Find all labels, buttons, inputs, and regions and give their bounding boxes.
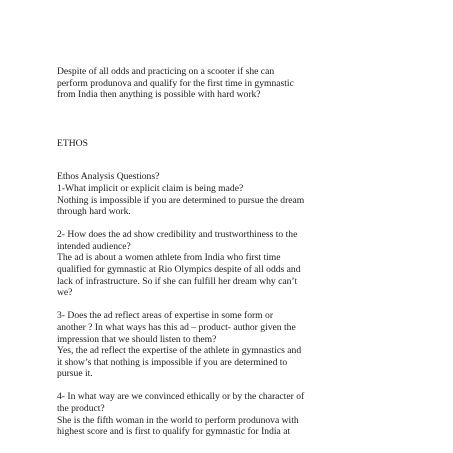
question-4-line: 4- In what way are we convinced ethically or by the character of	[57, 391, 305, 403]
document-body	[57, 66, 402, 438]
intro-paragraph	[57, 66, 402, 101]
question-1	[57, 183, 402, 218]
intro-line: from India then anything is possible with hard work?	[57, 89, 261, 101]
answer-1-line: through hard work.	[57, 206, 131, 218]
answer-2-line: qualified for gymnastic at Rio Olympics despite of all odds and	[57, 264, 301, 276]
intro-line: Despite of all odds and practicing on a scooter if she can	[57, 66, 275, 77]
question-3-line: impression that we should listen to them?	[57, 333, 217, 345]
intro-line: perform produnova and qualify for the first time in gymnastic	[57, 77, 294, 89]
answer-2-line: The ad is about a women athlete from India who first time	[57, 252, 281, 264]
answer-1-line: Nothing is impossible if you are determined to pursue the dream	[57, 194, 305, 206]
question-3-line: 3- Does the ad reflect areas of expertise in some form or	[57, 310, 274, 322]
question-2-line: 2- How does the ad show credibility and trustworthiness to the	[57, 229, 298, 241]
answer-3-line: it show’s that nothing is impossible if you are determined to	[57, 356, 288, 368]
subheading-line: Ethos Analysis Questions?	[57, 171, 160, 183]
answer-4-line: She is the fifth woman in the world to perform produnova with	[57, 414, 299, 426]
section-heading: ETHOS	[57, 137, 88, 149]
question-4	[57, 391, 402, 437]
analysis-questions-heading	[57, 171, 402, 183]
question-3-line: another ? In what ways has this ad – product- author given the	[57, 321, 296, 333]
question-2	[57, 229, 402, 299]
answer-4-line: highest score and is first to qualify for gymnastic for India at	[57, 426, 291, 438]
question-2-line: intended audience?	[57, 240, 131, 252]
answer-3-line: Yes, the ad reflect the expertise of the athlete in gymnastics and	[57, 345, 302, 357]
question-3	[57, 310, 402, 380]
answer-2-line: we?	[57, 287, 73, 299]
answer-2-line: lack of infrastructure. So if she can fulfill her dream why can’t	[57, 275, 298, 287]
question-1-line: 1-What implicit or explicit claim is being made?	[57, 182, 244, 194]
question-4-line: the product?	[57, 402, 105, 414]
answer-3-line: pursue it.	[57, 368, 93, 380]
